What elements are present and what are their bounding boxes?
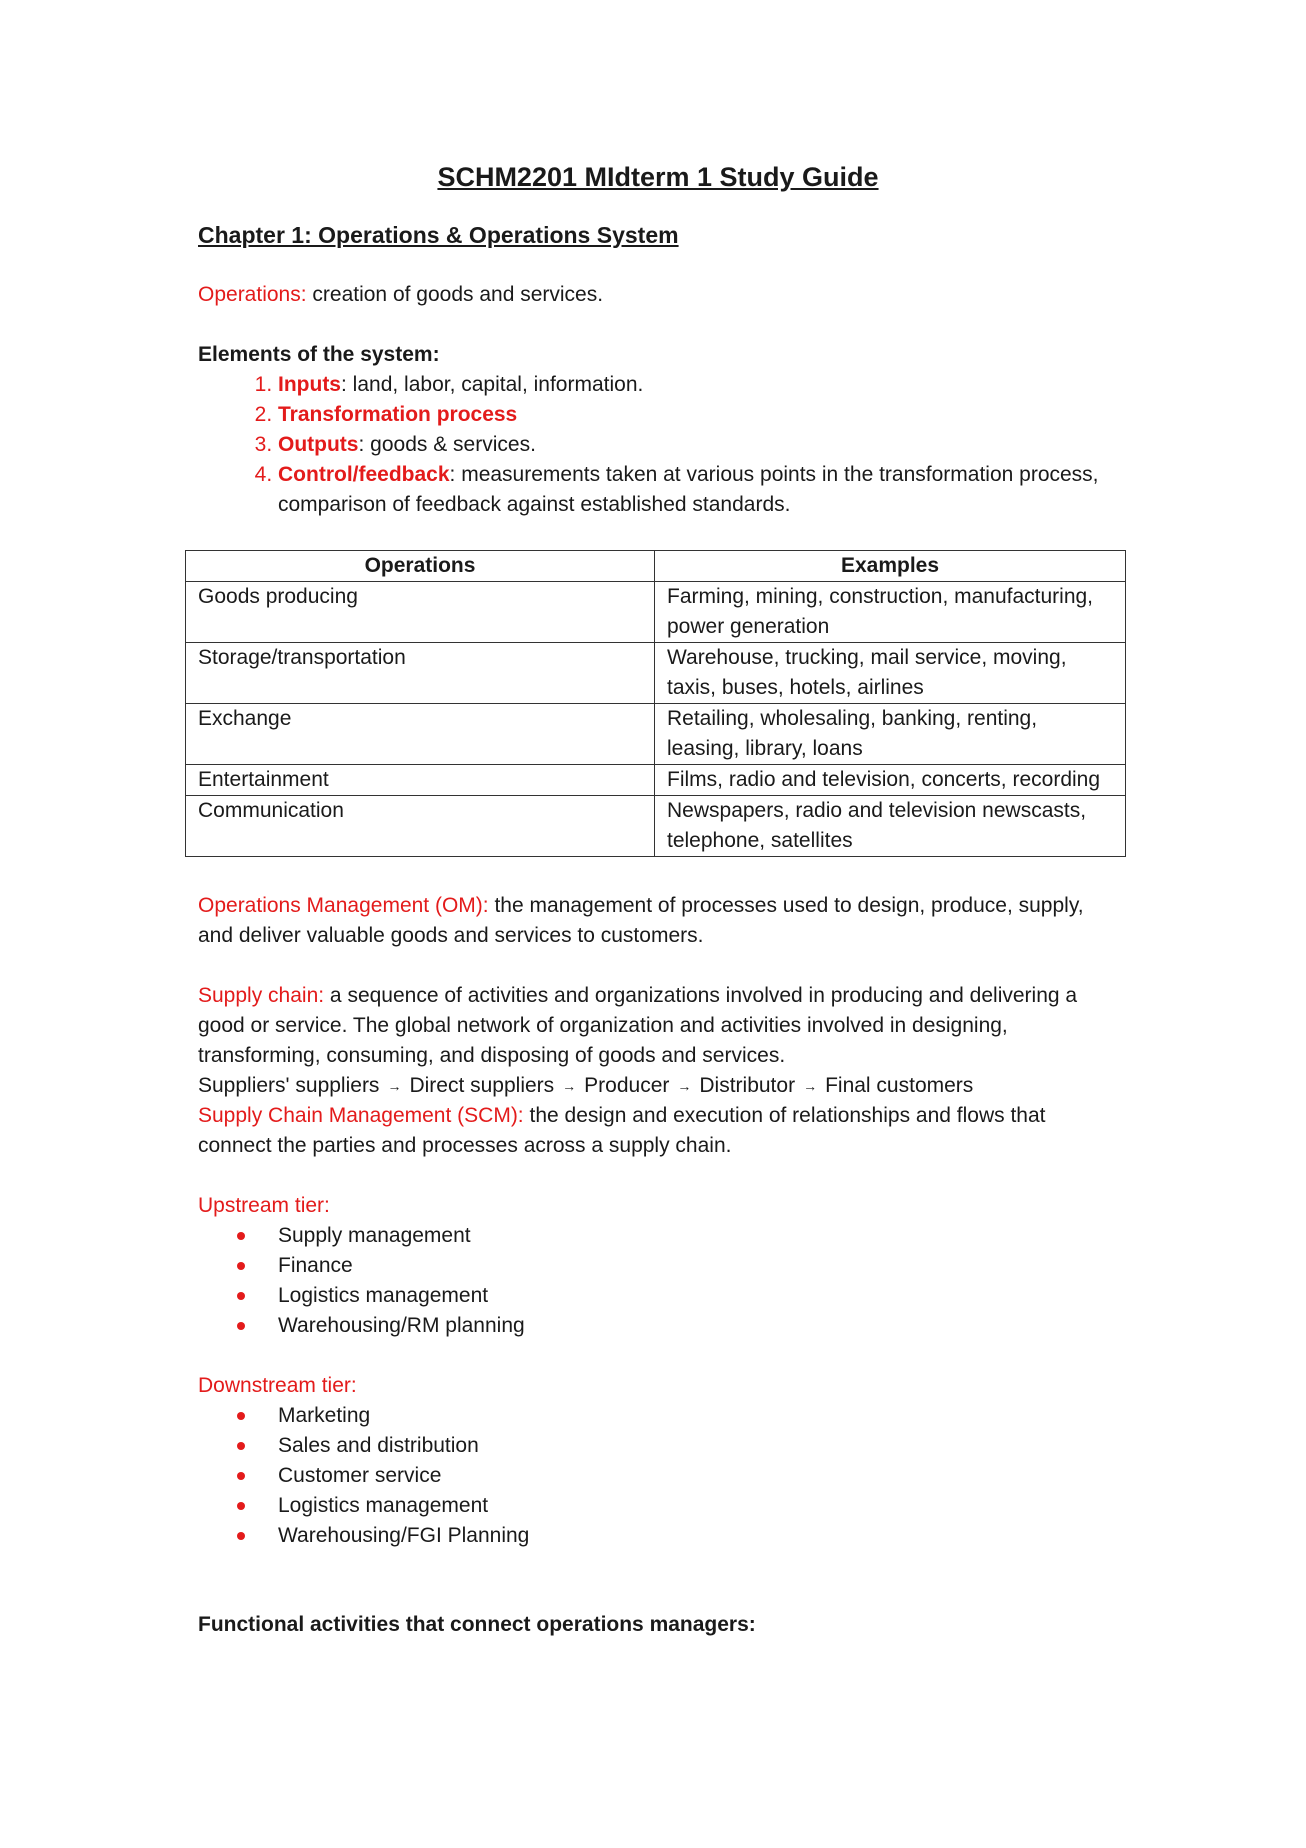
table-row xyxy=(186,582,1126,643)
element-text: : goods & services. xyxy=(358,433,536,456)
list-item-text: Supply management xyxy=(278,1224,471,1248)
list-item xyxy=(198,1491,1118,1521)
table-cell: Films, radio and television, concerts, recording xyxy=(655,765,1126,796)
document-title: SCHM2201 MIdterm 1 Study Guide xyxy=(437,162,879,192)
table-row xyxy=(186,643,1126,704)
arrow-right-icon: → xyxy=(677,1078,692,1095)
bullet-icon xyxy=(237,1232,245,1240)
operations-text: creation of goods and services. xyxy=(306,283,604,306)
column-header-operations: Operations xyxy=(186,551,655,582)
arrow-right-icon: → xyxy=(803,1078,818,1095)
bullet-icon xyxy=(237,1412,245,1420)
list-item xyxy=(198,1311,1118,1341)
scm-definition xyxy=(198,1101,1118,1161)
functional-activities-heading: Functional activities that connect operations managers: xyxy=(198,1613,756,1637)
element-label: Outputs xyxy=(278,433,359,456)
list-item-text: Marketing xyxy=(278,1404,371,1428)
table-cell: Exchange xyxy=(186,704,655,765)
column-header-examples: Examples xyxy=(655,551,1126,582)
element-label: Control/feedback xyxy=(278,463,450,486)
supply-chain-term: Supply chain: xyxy=(198,984,325,1007)
element-text: : land, labor, capital, information. xyxy=(341,373,644,396)
table-cell: Newspapers, radio and television newscasts, telephone, satellites xyxy=(655,796,1126,857)
table-cell: Retailing, wholesaling, banking, renting, leasing, library, loans xyxy=(655,704,1126,765)
table-cell: Goods producing xyxy=(186,582,655,643)
elements-list xyxy=(198,370,1118,520)
table-cell: Warehouse, trucking, mail service, moving, taxis, buses, hotels, airlines xyxy=(655,643,1126,704)
table-cell: Storage/transportation xyxy=(186,643,655,704)
bullet-icon xyxy=(237,1262,245,1270)
element-text: : measurements taken at various points in the transformation process, comparison of feedback against established standards. xyxy=(278,463,1099,516)
supply-chain-flow xyxy=(198,1071,1118,1101)
scm-text: the design and execution of relationships and flows that connect the parties and processes across a supply chain. xyxy=(198,1104,1046,1158)
bullet-icon xyxy=(237,1292,245,1300)
operations-definition xyxy=(198,280,1118,310)
list-item xyxy=(198,1401,1118,1431)
chain-step: Direct suppliers xyxy=(409,1074,555,1097)
element-label: Inputs xyxy=(278,373,341,396)
upstream-heading: Upstream tier: xyxy=(198,1194,330,1218)
list-item-text: Customer service xyxy=(278,1464,442,1488)
chapter-heading: Chapter 1: Operations & Operations System xyxy=(198,222,679,248)
elements-heading: Elements of the system: xyxy=(198,343,440,366)
table-row xyxy=(186,765,1126,796)
supply-chain-definition xyxy=(198,981,1118,1071)
list-item xyxy=(198,1281,1118,1311)
list-item-text: Warehousing/RM planning xyxy=(278,1314,525,1338)
list-item-text: Logistics management xyxy=(278,1494,489,1518)
element-label: Transformation process xyxy=(278,403,518,426)
list-item-text: Sales and distribution xyxy=(278,1434,479,1458)
bullet-icon xyxy=(237,1322,245,1330)
upstream-list xyxy=(198,1221,1118,1341)
list-item-text: Logistics management xyxy=(278,1284,489,1308)
list-item xyxy=(198,1251,1118,1281)
table-header-row xyxy=(186,551,1126,582)
list-item-text: Warehousing/FGI Planning xyxy=(278,1524,530,1548)
list-item xyxy=(278,400,1118,430)
list-item xyxy=(278,460,1118,520)
bullet-icon xyxy=(237,1502,245,1510)
list-item-text: Finance xyxy=(278,1254,353,1278)
table-cell: Farming, mining, construction, manufacturing, power generation xyxy=(655,582,1126,643)
supply-chain-text: a sequence of activities and organizations involved in producing and delivering a good or service. The global network of organization and activities involved in designing, transforming, consuming, and disposing of goods and services. xyxy=(198,984,1078,1067)
downstream-heading: Downstream tier: xyxy=(198,1374,357,1398)
bullet-icon xyxy=(237,1532,245,1540)
bullet-icon xyxy=(237,1442,245,1450)
bullet-icon xyxy=(237,1472,245,1480)
document-content xyxy=(198,160,1118,1640)
scm-term: Supply Chain Management (SCM): xyxy=(198,1104,524,1128)
list-item xyxy=(198,1461,1118,1491)
table-row xyxy=(186,796,1126,857)
chain-step: Producer xyxy=(584,1074,670,1097)
list-item xyxy=(278,370,1118,400)
table-cell: Entertainment xyxy=(186,765,655,796)
list-item xyxy=(198,1221,1118,1251)
om-term: Operations Management (OM): xyxy=(198,894,489,917)
downstream-list xyxy=(198,1401,1118,1551)
list-item xyxy=(278,430,1118,460)
table-row xyxy=(186,704,1126,765)
operations-term: Operations: xyxy=(198,283,307,306)
om-definition xyxy=(198,891,1118,951)
chain-step: Final customers xyxy=(825,1074,974,1097)
list-item xyxy=(198,1521,1118,1551)
operations-table xyxy=(185,550,1126,857)
om-text: the management of processes used to design, produce, supply, and deliver valuable goods and services to customers. xyxy=(198,894,1084,947)
arrow-right-icon: → xyxy=(562,1078,577,1095)
chain-step: Distributor xyxy=(699,1074,796,1097)
table-cell: Communication xyxy=(186,796,655,857)
list-item xyxy=(198,1431,1118,1461)
chain-step: Suppliers' suppliers xyxy=(198,1074,380,1097)
arrow-right-icon: → xyxy=(387,1078,402,1095)
